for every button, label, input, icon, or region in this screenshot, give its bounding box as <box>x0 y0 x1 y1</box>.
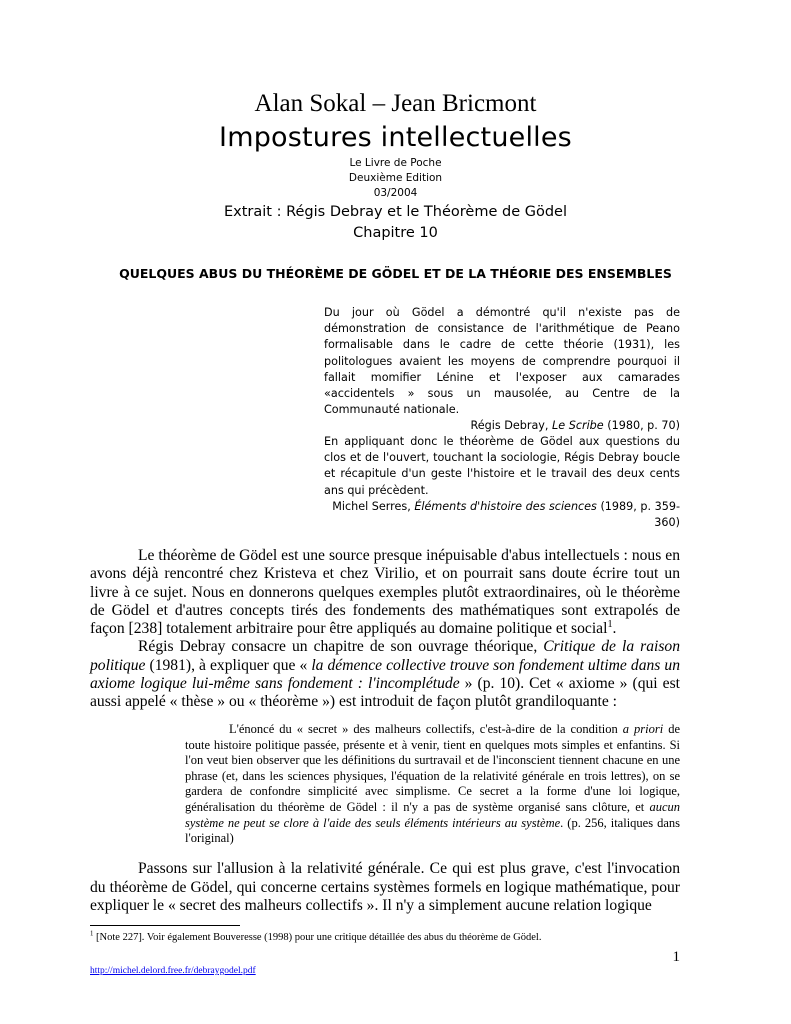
quote-italic: a priori <box>622 722 664 736</box>
paragraph-text: Le théorème de Gödel est une source presque inépuisable d'abus intellectuels : nous en avons déjà rencontré chez Kristeva et chez Virilio, et on pourrait sans doute écrire tout un livre à ce sujet. Nous en donnerons quelques exemples plutôt extraordinaires, où le théorème de Gödel et d'autres concepts tirés des fondements des mathématiques sont extrapolés de façon [238] totalement arbitraire pour être appliqués au domaine politique et social <box>90 547 680 638</box>
epigraph-ref: (1989, p. 359-360) <box>596 499 680 530</box>
paragraph: Passons sur l'allusion à la relativité générale. Ce qui est plus grave, c'est l'invocation du théorème de Gödel, qui concerne certains systèmes formels en logique mathématique, pour expliquer le « secret des malheurs collectifs ». Il n'y a simplement aucune relation logique <box>90 860 680 914</box>
inline-quote: la démence collective trouve son fondement ultime dans un axiome logique lui-même sans fondement : l'incomplétude <box>90 656 681 693</box>
page-number: 1 <box>672 949 680 965</box>
epigraph-attribution <box>324 418 680 434</box>
block-quote <box>185 722 680 847</box>
cited-work: Critique de la raison politique <box>90 638 680 674</box>
authors-line: Alan Sokal – Jean Bricmont <box>254 90 537 117</box>
body-text <box>90 547 680 712</box>
publisher: Le Livre de Poche <box>349 157 442 169</box>
publication-date: 03/2004 <box>373 187 418 199</box>
extract-title: Extrait : Régis Debray et le Théorème de Gödel <box>224 204 567 220</box>
body-text-continued <box>90 860 680 916</box>
paragraph-text: Régis Debray consacre un chapitre de son ouvrage théorique, <box>138 638 544 656</box>
epigraph-author: Régis Debray, <box>470 419 553 433</box>
edition: Deuxième Edition <box>348 172 443 184</box>
epigraph-text: Du jour où Gödel a démontré qu'il n'existe pas de démonstration de consistance de l'arithmétique de Peano formalisable dans le cadre de cette théorie (1931), les politologues avaient les moyens de comprendre pourquoi il fallait momifier Lénine et l'exposer aux camarades «accidentels » sous un mausolée, au Centre de la Communauté nationale. <box>324 306 680 417</box>
footnote-mark: 1 <box>90 930 94 938</box>
paragraph-end: . <box>612 620 617 638</box>
quote-text: . (p. 256, italiques dans l'original) <box>185 815 680 846</box>
block-quote-paragraph <box>185 722 680 847</box>
paragraph <box>90 638 680 711</box>
book-title: Impostures intellectuelles <box>219 122 572 153</box>
quote-italic: aucun système ne peut se clore à l'aide des seuls éléments intérieurs au système <box>185 799 680 830</box>
footnote-text: [Note 227]. Voir également Bouveresse (1998) pour une critique détaillée des abus du théorème de Gödel. <box>93 932 542 943</box>
epigraph-work: Le Scribe <box>552 419 604 433</box>
footnote <box>90 932 690 943</box>
quote-text: L'énoncé du « secret » des malheurs collectifs, c'est-à-dire de la condition <box>229 722 623 736</box>
epigraph-text: En appliquant donc le théorème de Gödel aux questions du clos et de l'ouvert, touchant la sociologie, Régis Debray boucle et récapitule d'un geste l'histoire et le travail des deux cents ans qui précèdent. <box>324 435 680 497</box>
chapter-label: Chapitre 10 <box>353 225 438 241</box>
epigraph-author: Michel Serres, <box>332 499 415 513</box>
quote-text: de toute histoire politique passée, présente et à venir, tient en quelques mots simples et enfantins. Si l'on veut bien observer que les définitions du surtravail et de l'inconscient tiennent chacune en une phrase (et, dans les sciences physiques, l'équation de la relativité générale en trois lettres), on se gardera de confondre simplicité avec simplisme. Ce secret a la forme d'une loi logique, généralisation du théorème de Gödel : il n'y a pas de système organisé sans clôture, et <box>185 722 680 814</box>
epigraph-work: Éléments d'histoire des sciences <box>414 499 597 513</box>
footnote-divider <box>90 925 240 926</box>
footer-url-link[interactable]: http://michel.delord.free.fr/debraygodel.pdf <box>90 966 256 976</box>
footnote-ref: 1 <box>607 619 613 630</box>
epigraph-attribution <box>324 499 680 531</box>
paragraph-text: (1981), à expliquer que « <box>145 656 312 674</box>
paragraph <box>90 547 680 638</box>
epigraph-debray <box>324 305 680 435</box>
paragraph-text: » (p. 10). Cet « axiome » (qui est aussi appelé « thèse » ou « théorème ») est introduit de façon plutôt grandiloquante : <box>90 675 680 711</box>
epigraph-ref: (1980, p. 70) <box>603 419 680 433</box>
section-heading: QUELQUES ABUS DU THÉORÈME DE GÖDEL ET DE LA THÉORIE DES ENSEMBLES <box>119 266 672 281</box>
epigraph-serres <box>324 434 680 531</box>
